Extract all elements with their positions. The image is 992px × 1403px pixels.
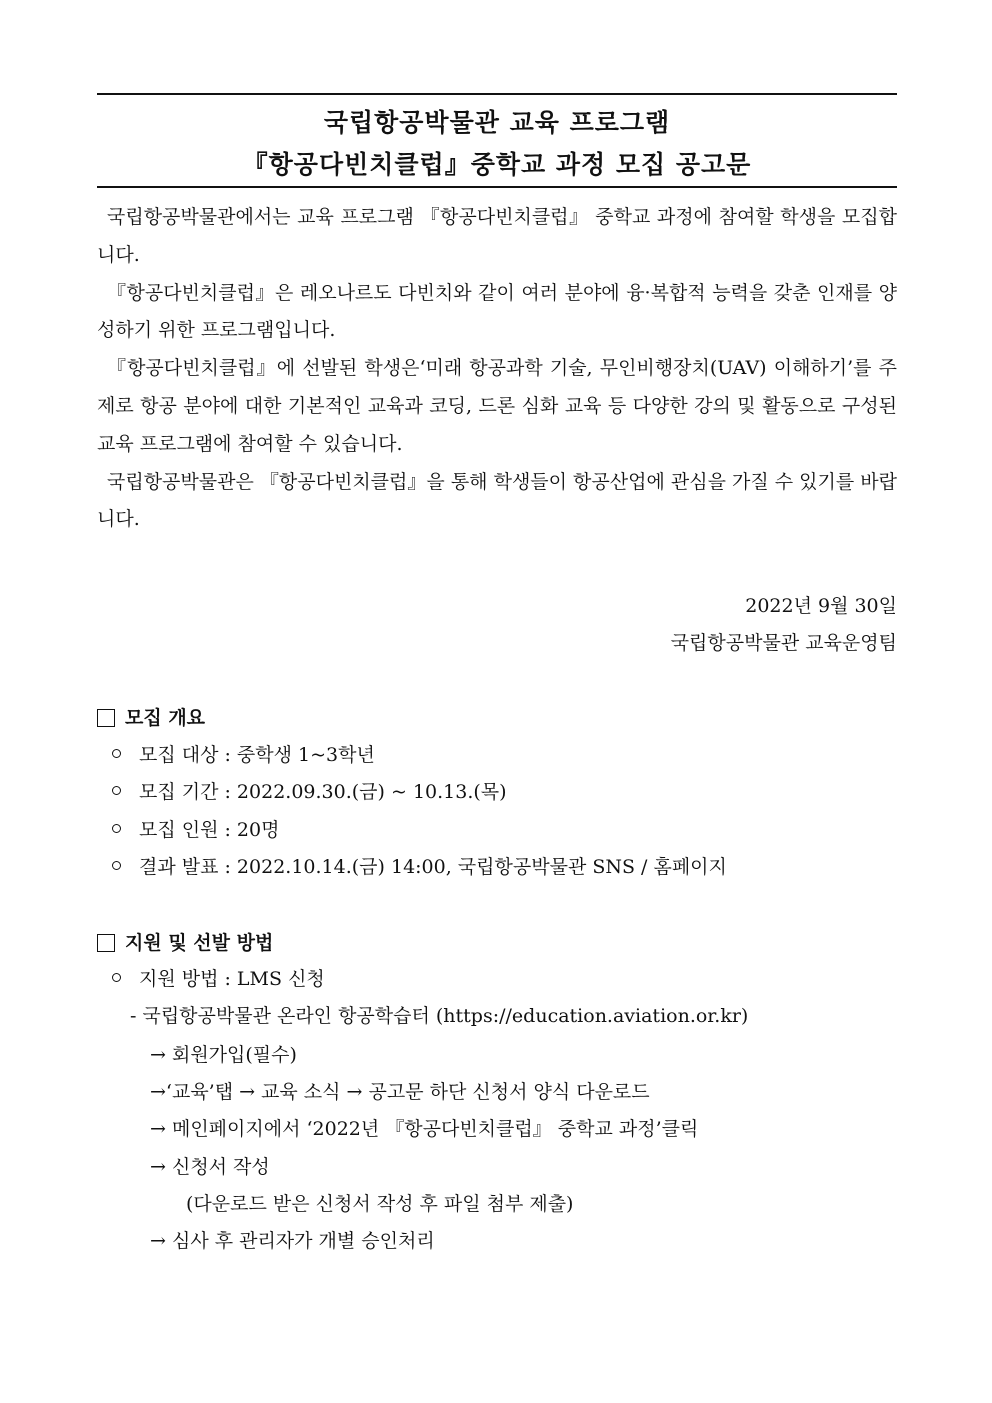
title-top-rule [97,93,897,95]
title-bottom-rule [97,186,897,188]
process-step: →‘교육’탭 → 교육 소식 → 공고문 하단 신청서 양식 다운로드 [150,1081,650,1103]
list-item: 지원 방법 : LMS 신청 [112,964,325,991]
intro-paragraph-4: 국립항공박물관은 『항공다빈치클럽』을 통해 학생들이 항공산업에 관심을 가질 수 있기를 바랍니다. [97,470,897,531]
process-step: → 심사 후 관리자가 개별 승인처리 [150,1230,435,1252]
issuing-team: 국립항공박물관 교육운영팀 [670,632,897,654]
section-heading: 지원 및 선발 방법 [125,932,274,954]
page-title-line1: 국립항공박물관 교육 프로그램 [323,108,671,137]
intro-text [97,199,897,539]
section-heading: 모집 개요 [125,707,206,729]
circle-bullet-icon [112,861,121,870]
square-bullet-icon [97,709,115,727]
intro-paragraph-1: 국립항공박물관에서는 교육 프로그램 『항공다빈치클럽』 중학교 과정에 참여할 학생을 모집합니다. [97,206,897,266]
list-item: 모집 기간 : 2022.09.30.(금) ~ 10.13.(목) [112,777,507,804]
process-step-note: (다운로드 받은 신청서 작성 후 파일 첨부 제출) [186,1193,574,1215]
intro-paragraph-3: 『항공다빈치클럽』에 선발된 학생은‘미래 항공과학 기술, 무인비행장치(UAV) 이해하기’를 주제로 항공 분야에 대한 기본적인 교육과 코딩, 드론 심화 교육 등 다양한 강의 및 활동으로 구성된 교육 프로그램에 참여할 수 있습니다. [97,357,897,455]
square-bullet-icon [97,934,115,952]
process-step: → 신청서 작성 [150,1156,270,1178]
application-site-line: - 국립항공박물관 온라인 항공학습터 (https://education.aviation.or.kr) [130,1005,749,1027]
circle-bullet-icon [112,749,121,758]
page-title-line2: 『항공다빈치클럽』중학교 과정 모집 공고문 [242,150,752,179]
list-item: 모집 인원 : 20명 [112,815,279,842]
intro-paragraph-2: 『항공다빈치클럽』은 레오나르도 다빈치와 같이 여러 분야에 융·복합적 능력을 갖춘 인재를 양성하기 위한 프로그램입니다. [97,281,897,342]
section-recruitment-overview [97,703,205,730]
circle-bullet-icon [112,973,121,982]
notice-date: 2022년 9월 30일 [745,595,897,617]
section-application-method [97,928,273,955]
circle-bullet-icon [112,786,121,795]
list-item: 모집 대상 : 중학생 1~3학년 [112,740,375,767]
process-step: → 메인페이지에서 ‘2022년 『항공다빈치클럽』 중학교 과정’클릭 [150,1118,699,1140]
list-item: 결과 발표 : 2022.10.14.(금) 14:00, 국립항공박물관 SNS / 홈페이지 [112,852,727,879]
circle-bullet-icon [112,824,121,833]
process-step: → 회원가입(필수) [150,1044,297,1066]
